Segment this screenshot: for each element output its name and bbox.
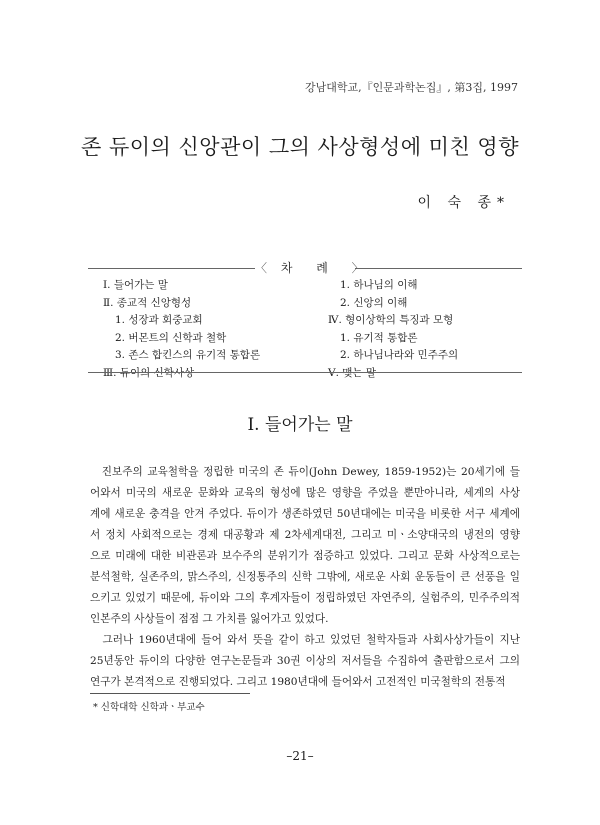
body-line: 인본주의 사상들이 점점 그 가치를 잃어가고 있었다.	[90, 613, 329, 625]
toc-right-column	[328, 277, 458, 382]
author-name: 이 숙 종*	[417, 195, 510, 211]
toc-left-column	[103, 277, 260, 382]
body-line: 그러나 1960년대에 들어 와서 뜻을 같이 하고 있었던 철학자들과 사회사상가들이 지난	[90, 634, 520, 646]
toc-bracket-left: 〈	[255, 261, 268, 275]
body-line: 25년동안 듀이의 다양한 연구논문들과 30권 이상의 저서들을 수집하여 출판함으로서 그의	[90, 655, 520, 667]
toc-bracket-right: 〉	[351, 261, 364, 275]
toc-heading-text: 차 례	[280, 261, 338, 275]
body-line: 연구가 본격적으로 진행되었다. 그리고 1980년대에 들어와서 고전적인 미국철학의 전통적	[90, 676, 506, 688]
toc-heading	[255, 258, 364, 278]
toc-item: Ⅲ. 듀이의 신학사상	[103, 366, 195, 379]
toc-item: 1. 유기적 통합론	[340, 331, 418, 344]
toc-item: 2. 하나님나라와 민주주의	[340, 349, 459, 361]
toc-item: Ⅰ. 들어가는 말	[103, 279, 168, 291]
body-line: 진보주의 교육철학을 정립한 미국의 존 듀이(John Dewey, 1859-1952)는 20세기에 들	[90, 466, 520, 478]
toc-item: 1. 성장과 회중교회	[115, 314, 203, 326]
toc-item: Ⅳ. 형이상학의 특징과 모형	[328, 314, 454, 326]
footnote: * 신학대학 신학과ㆍ부교수	[93, 702, 205, 713]
toc-item: 3. 존스 합킨스의 유기적 통합론	[115, 349, 261, 361]
toc-item: 2. 신앙의 이해	[340, 296, 408, 309]
footnote-rule	[90, 693, 250, 694]
body-line: 으로 미래에 대한 비관론과 보수주의 분위기가 점증하고 있었다. 그리고 문화 사상적으로는	[90, 550, 520, 562]
section-heading: I. 들어가는 말	[247, 415, 353, 435]
body-line: 으키고 있었기 때문에, 듀이와 그의 후계자들이 정립하였던 자연주의, 실험주의, 민주주의적	[90, 592, 520, 604]
toc-bottom-rule	[88, 372, 522, 373]
body-paragraphs	[90, 462, 520, 693]
body-line: 서 정치 사회적으로는 경제 대공황과 제 2차세계대전, 그리고 미ㆍ소양대국의 냉전의 영향	[90, 529, 520, 541]
journal-citation: 강남대학교,『인문과학논집』, 第3집, 1997	[305, 81, 518, 94]
page-number: –21–	[286, 749, 314, 763]
toc-item: Ⅴ. 맺는 말	[328, 366, 377, 379]
toc-item: 1. 하나님의 이해	[340, 279, 418, 291]
toc-item: 2. 버몬트의 신학과 철학	[115, 331, 227, 344]
body-line: 어와서 미국의 새로운 문화와 교육의 형성에 많은 영향을 주었을 뿐만아니라, 세계의 사상	[90, 487, 520, 499]
body-line: 계에 새로운 충격을 안겨 주었다. 듀이가 생존하였던 50년대에는 미국을 비롯한 서구 세계에	[90, 508, 520, 520]
paper-title: 존 듀이의 신앙관이 그의 사상형성에 미친 영향	[81, 135, 519, 159]
body-line: 분석철학, 실존주의, 맑스주의, 신정통주의 신학 그밖에, 새로운 사회 운동들이 큰 선풍을 일	[90, 571, 520, 583]
toc-item: Ⅱ. 종교적 신앙형성	[103, 296, 192, 309]
